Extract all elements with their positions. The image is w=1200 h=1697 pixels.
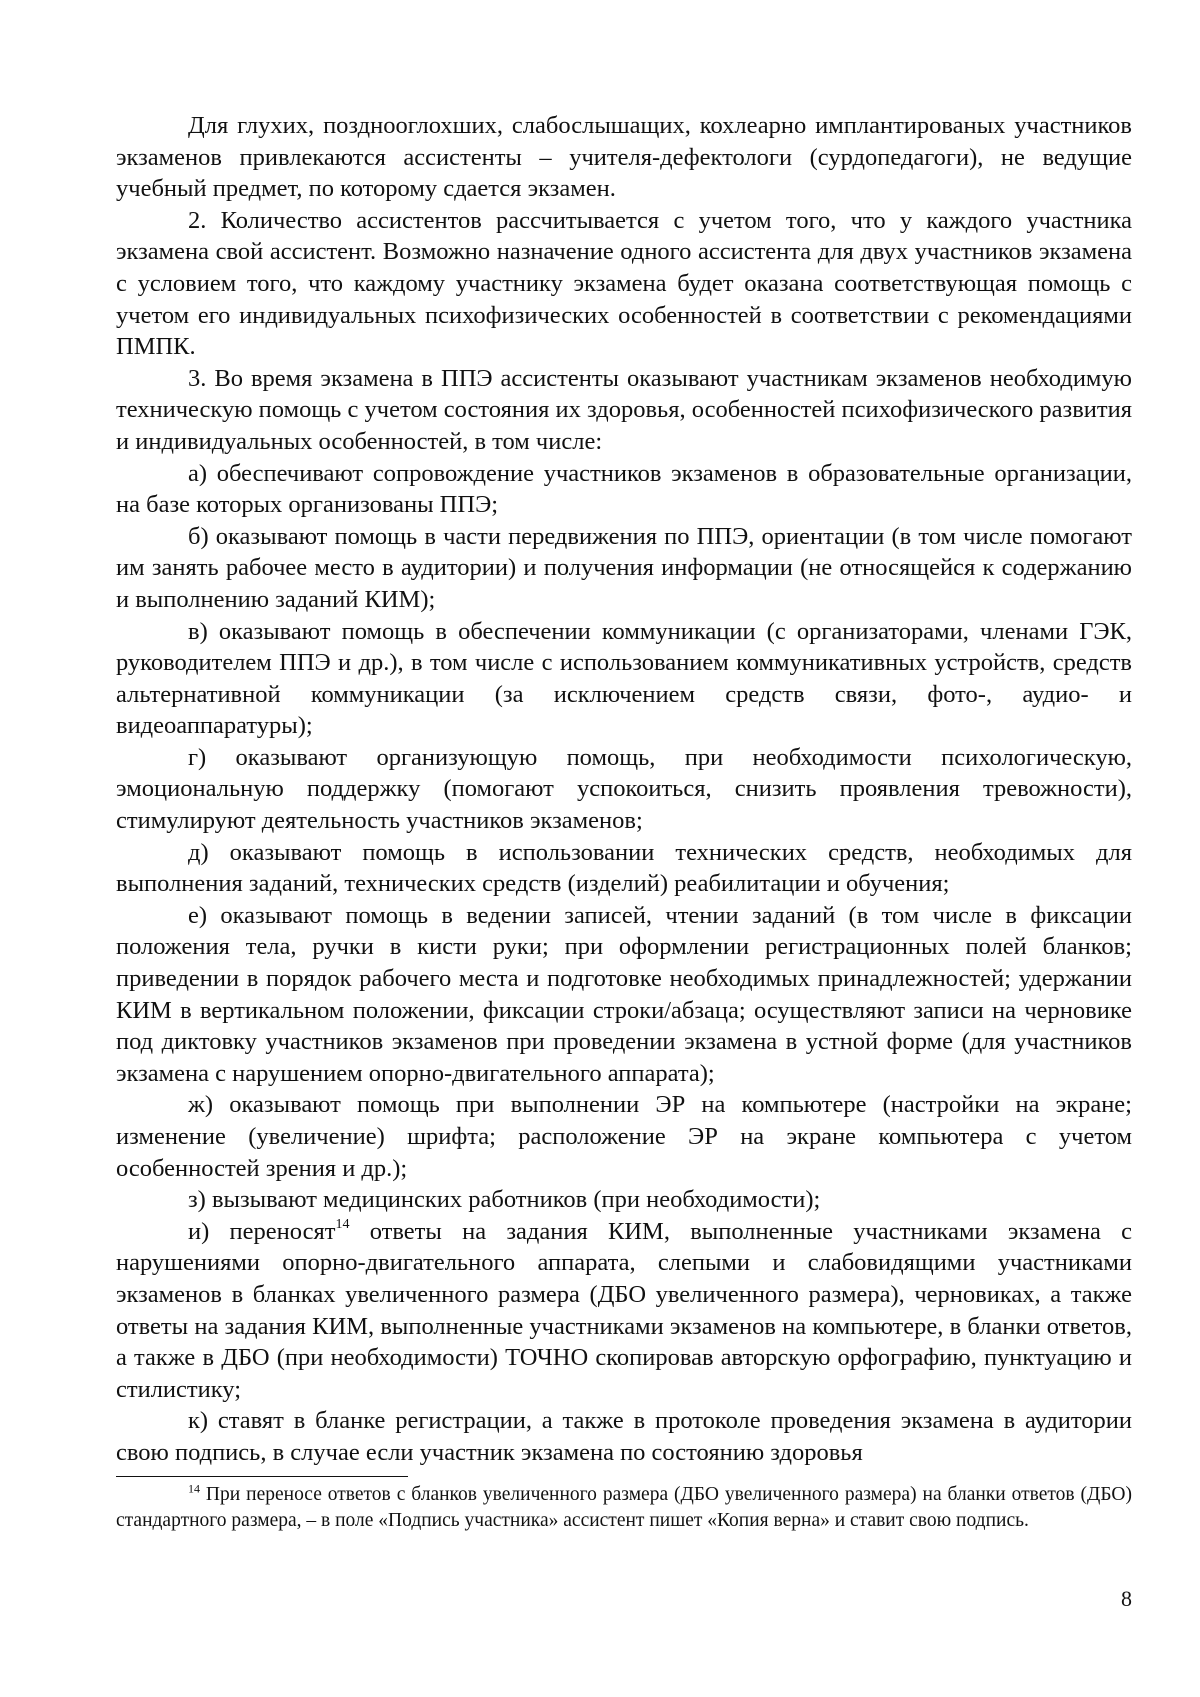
list-item-e: е) оказывают помощь в ведении записей, чтении заданий (в том числе в фиксации положения тела, ручки в кисти руки; при оформлении регистрационных полей бланков; приведении в порядок рабочего места и подготовке необходимых принадлежностей; удержании КИМ в вертикальном положении, фиксации строки/абзаца; осуществляют записи на черновике под диктовку участников экзаменов при проведении экзамена в устной форме (для участников экзамена с нарушением опорно-двигательного аппарата); (116, 901, 1132, 1087)
footnote (116, 1482, 1132, 1533)
paragraph-assistant-duties: 3. Во время экзамена в ППЭ ассистенты оказывают участникам экзаменов необходимую техническую помощь с учетом состояния их здоровья, особенностей психофизического развития и индивидуальных особенностей, в том числе: (116, 364, 1132, 455)
footnote-mark: 14 (188, 1481, 200, 1496)
body-text (116, 110, 1132, 1469)
footnote-divider (116, 1476, 408, 1477)
list-item-zh: ж) оказывают помощь при выполнении ЭР на компьютере (настройки на экране; изменение (увеличение) шрифта; расположение ЭР на экране компьютера с учетом особенностей зрения и др.); (116, 1091, 1132, 1182)
footnote-text: При переносе ответов с бланков увеличенного размера (ДБО увеличенного размера) на бланки ответов (ДБО) стандартного размера, – в поле «Подпись участника» ассистент пишет «Копия верна» и ставит свою подпись. (116, 1484, 1132, 1531)
list-item-v: в) оказывают помощь в обеспечении коммуникации (с организаторами, членами ГЭК, руководителем ППЭ и др.), в том числе с использованием коммуникативных устройств, средств альтернативной коммуникации (за исключением средств связи, фото-, аудио- и видеоаппаратуры); (116, 617, 1132, 740)
paragraph-deaf-assistants: Для глухих, позднооглохших, слабослышащих, кохлеарно имплантированых участников экзаменов привлекаются ассистенты – учителя-дефектологи (сурдопедагоги), не ведущие учебный предмет, по которому сдается экзамен. (116, 112, 1132, 203)
list-item-k: к) ставят в бланке регистрации, а также в протоколе проведения экзамена в аудитории свою подпись, в случае если участник экзамена по состоянию здоровья (116, 1407, 1132, 1466)
footnote-reference[interactable]: 14 (335, 1216, 350, 1232)
list-item-i (116, 1216, 1132, 1406)
page-number: 8 (1121, 1586, 1132, 1611)
list-item-d: д) оказывают помощь в использовании технических средств, необходимых для выполнения заданий, технических средств (изделий) реабилитации и обучения; (116, 838, 1132, 898)
list-item-i-text: ответы на задания КИМ, выполненные участниками экзамена с нарушениями опорно-двигательного аппарата, слепыми и слабовидящими участниками экзаменов в бланках увеличенного размера (ДБО увеличенного размера), черновиках, а также ответы на задания КИМ, выполненные участниками экзаменов на компьютере, в бланки ответов, а также в ДБО (при необходимости) ТОЧНО скопировав авторскую орфографию, пунктуацию и стилистику; (116, 1217, 1132, 1403)
list-item-i-lead: и) переносят (188, 1217, 336, 1245)
list-item-z: з) вызывают медицинских работников (при необходимости); (188, 1186, 821, 1214)
list-item-a: а) обеспечивают сопровождение участников экзаменов в образовательные организации, на базе которых организованы ППЭ; (116, 459, 1132, 519)
paragraph-assistant-count: 2. Количество ассистентов рассчитывается с учетом того, что у каждого участника экзамена свой ассистент. Возможно назначение одного ассистента для двух участников экзамена с условием того, что каждому участнику экзамена будет оказана соответствующая помощь с учетом его индивидуальных психофизических особенностей в соответствии с рекомендациями ПМПК. (116, 206, 1132, 361)
list-item-b: б) оказывают помощь в части передвижения по ППЭ, ориентации (в том числе помогают им занять рабочее место в аудитории) и получения информации (не относящейся к содержанию и выполнению заданий КИМ); (116, 522, 1132, 613)
list-item-g: г) оказывают организующую помощь, при необходимости психологическую, эмоциональную поддержку (помогают успокоиться, снизить проявления тревожности), стимулируют деятельность участников экзаменов; (116, 743, 1132, 835)
